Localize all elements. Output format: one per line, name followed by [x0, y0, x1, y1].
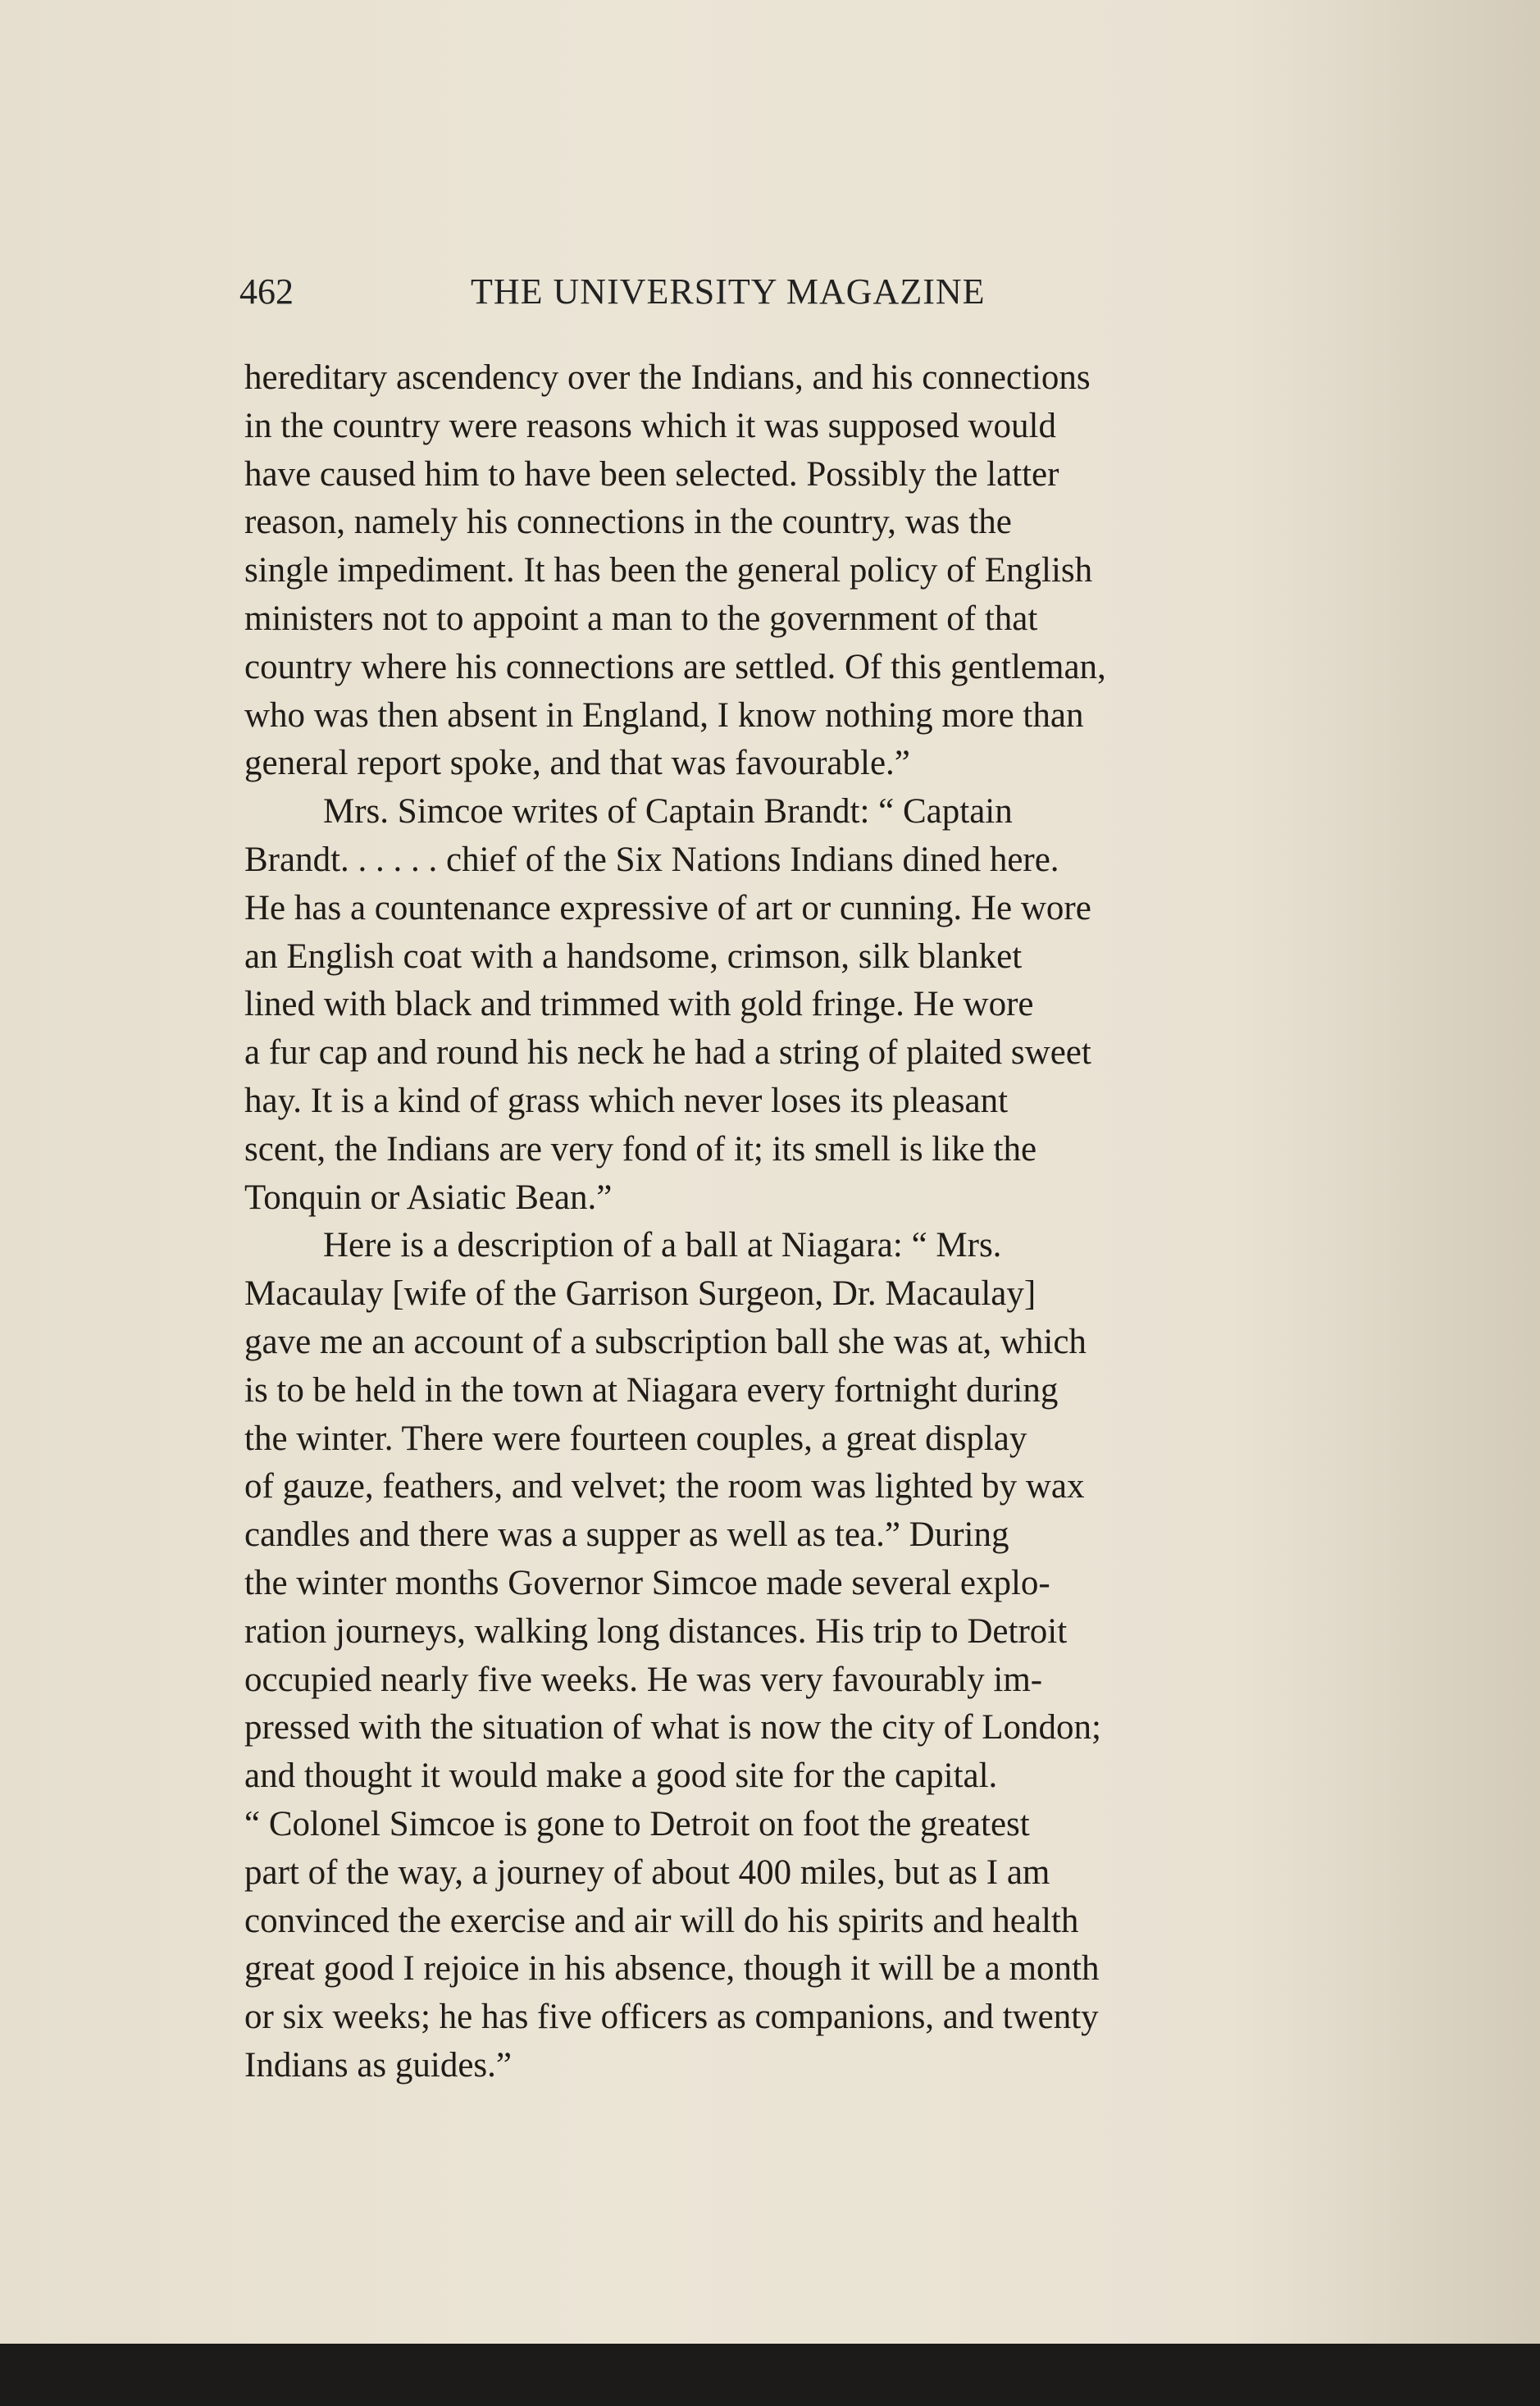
- text-line: Brandt. . . . . . chief of the Six Nations Indians dined here.: [244, 840, 1059, 879]
- text-line: country where his connections are settled. Of this gentleman,: [244, 647, 1106, 686]
- text-line: pressed with the situation of what is now the city of London;: [244, 1708, 1101, 1748]
- text-line: or six weeks; he has five officers as companions, and twenty: [244, 1998, 1099, 2037]
- text-line: is to be held in the town at Niagara every fortnight during: [244, 1370, 1059, 1410]
- text-line: part of the way, a journey of about 400 miles, but as I am: [244, 1852, 1050, 1892]
- running-head: [239, 271, 1133, 317]
- text-line: who was then absent in England, I know nothing more than: [244, 695, 1084, 735]
- paragraph-first-line: Mrs. Simcoe writes of Captain Brandt: “ Captain: [323, 792, 1013, 832]
- magazine-title: THE UNIVERSITY MAGAZINE: [471, 271, 986, 312]
- text-line: in the country were reasons which it was supposed would: [244, 406, 1056, 445]
- text-line: the winter. There were fourteen couples, a great display: [244, 1419, 1027, 1458]
- page-number: 462: [239, 271, 294, 312]
- text-line: a fur cap and round his neck he had a string of plaited sweet: [244, 1033, 1091, 1073]
- text-line: the winter months Governor Simcoe made several explo-: [244, 1563, 1050, 1602]
- text-line: ministers not to appoint a man to the government of that: [244, 599, 1038, 638]
- text-line: Indians as guides.”: [244, 2045, 513, 2085]
- text-line: reason, namely his connections in the country, was the: [244, 503, 1012, 542]
- text-line: of gauze, feathers, and velvet; the room was lighted by wax: [244, 1467, 1085, 1506]
- text-line: and thought it would make a good site for the capital.: [244, 1757, 998, 1796]
- paragraph-first-line: Here is a description of a ball at Niagara: “ Mrs.: [323, 1226, 1002, 1265]
- text-line: single impediment. It has been the general policy of English: [244, 551, 1093, 590]
- text-line: candles and there was a supper as well as tea.” During: [244, 1515, 1009, 1555]
- text-line: “ Colonel Simcoe is gone to Detroit on foot the greatest: [244, 1804, 1030, 1843]
- text-line: general report spoke, and that was favourable.”: [244, 744, 910, 783]
- text-line: Tonquin or Asiatic Bean.”: [244, 1178, 613, 1217]
- text-line: gave me an account of a subscription ball she was at, which: [244, 1322, 1087, 1361]
- text-line: He has a countenance expressive of art or cunning. He wore: [244, 888, 1091, 927]
- text-line: hereditary ascendency over the Indians, and his connections: [244, 358, 1091, 397]
- book-bottom-edge: [0, 2344, 1540, 2406]
- text-line: have caused him to have been selected. Possibly the latter: [244, 454, 1059, 494]
- text-line: occupied nearly five weeks. He was very favourably im-: [244, 1660, 1043, 1699]
- text-line: Macaulay [wife of the Garrison Surgeon, Dr. Macaulay]: [244, 1274, 1037, 1314]
- text-line: great good I rejoice in his absence, though it will be a month: [244, 1949, 1100, 1989]
- text-line: hay. It is a kind of grass which never loses its pleasant: [244, 1081, 1009, 1120]
- text-line: convinced the exercise and air will do his spirits and health: [244, 1901, 1079, 1940]
- text-line: lined with black and trimmed with gold fringe. He wore: [244, 985, 1034, 1024]
- text-line: ration journeys, walking long distances. His trip to Detroit: [244, 1611, 1068, 1651]
- text-line: an English coat with a handsome, crimson, silk blanket: [244, 936, 1023, 976]
- body-text: [244, 354, 1392, 2090]
- text-line: scent, the Indians are very fond of it; its smell is like the: [244, 1129, 1037, 1169]
